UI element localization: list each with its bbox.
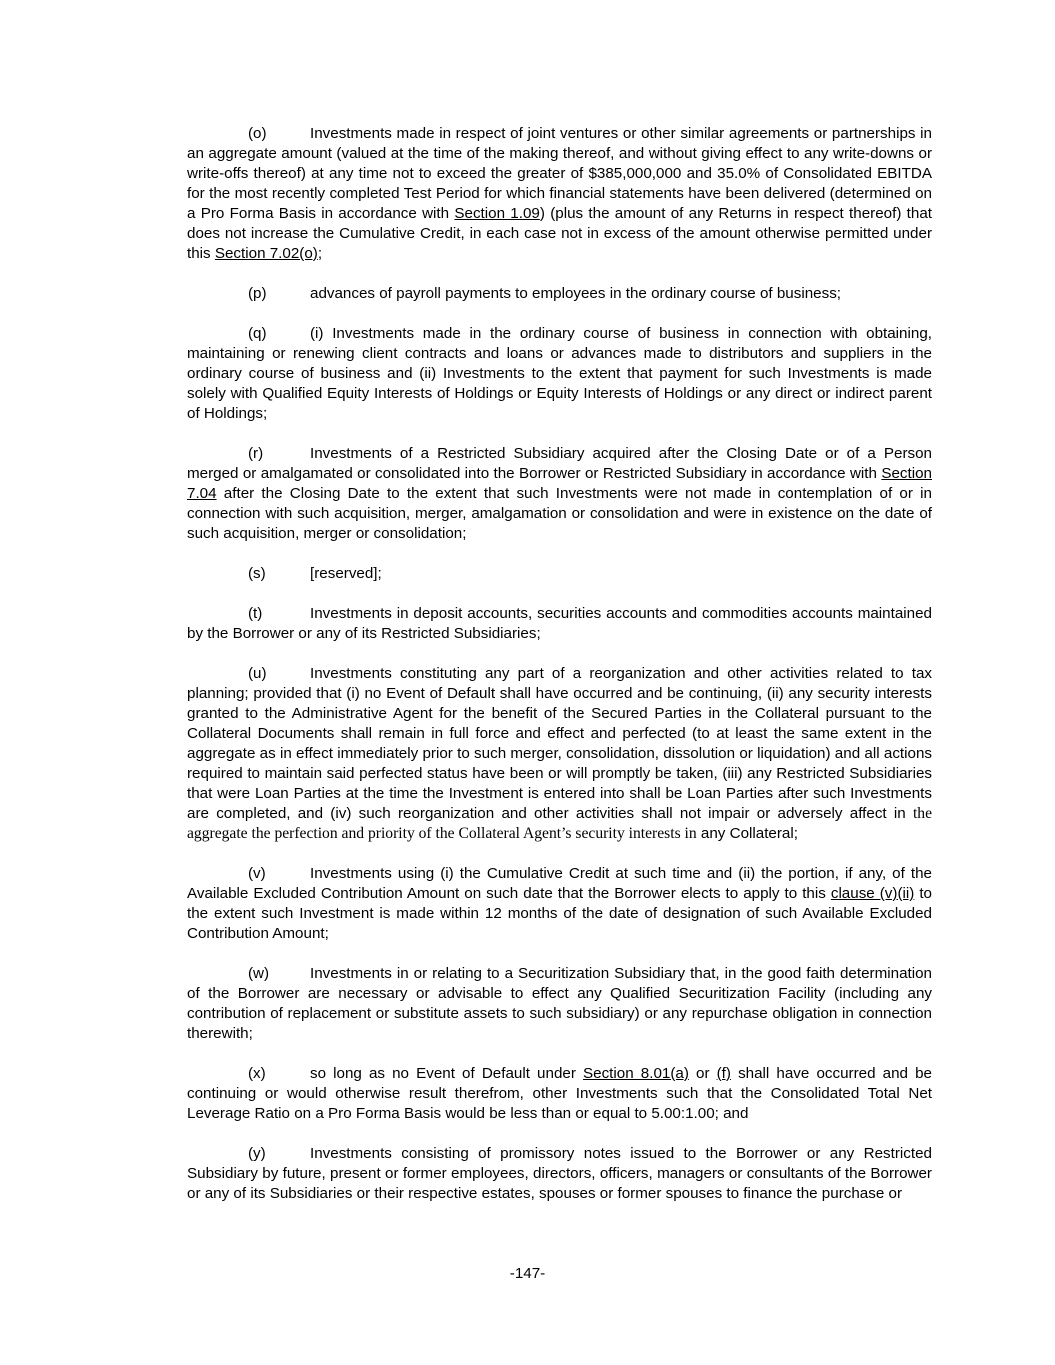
clause-s: (s) [reserved];: [248, 565, 382, 582]
clause-v: (v) Investments using (i) the Cumulative Credit at such time and (ii) the portion, if any, of the Available Excluded Contribution Amount on such date that the Borrower elects to apply to this clause (v)(ii) to the extent such Investment is made within 12 months of the date of designation of such Available Excluded Contribution Amount;: [187, 865, 932, 942]
document-page: [187, 124, 932, 1224]
clause-x: (x) so long as no Event of Default under Section 8.01(a) or (f) shall have occurred and be continuing or would otherwise result therefrom, other Investments such that the Consolidated Total Net Leverage Ratio on a Pro Forma Basis would be less than or equal to 5.00:1.00; and: [187, 1065, 932, 1122]
section-reference-link[interactable]: (f): [716, 1065, 731, 1082]
clause-q: (q) (i) Investments made in the ordinary course of business in connection with obtaining, maintaining or renewing client contracts and loans or advances made to distributors and suppliers in the ordinary course of business and (ii) Investments to the extent that payment for such Investments is made solely with Qualified Equity Interests of Holdings or Equity Interests of Holdings or any direct or indirect parent of Holdings;: [187, 325, 932, 422]
clause-label: (t): [248, 605, 263, 622]
clause-u: (u) Investments constituting any part of a reorganization and other activities related to tax planning; provided that (i) no Event of Default shall have occurred and be continuing, (ii) any security interests granted to the Administrative Agent for the benefit of the Secured Parties in the Collateral pursuant to the Collateral Documents shall remain in full force and effect and perfected (to at least the same extent in the aggregate as in effect immediately prior to such merger, consolidation, dissolution or liquidation) and all actions required to maintain said perfected status have been or will promptly be taken, (iii) any Restricted Subsidiaries that were Loan Parties at the time the Investment is entered into shall be Loan Parties after such Investments are completed, and (iv) such reorganization and other activities shall not impair or adversely affect in the aggregate the perfection and priority of the Collateral Agent’s security interests in any Collateral;: [187, 665, 932, 842]
section-reference-link[interactable]: Section 7.02(o): [214, 245, 318, 262]
clause-o: (o) Investments made in respect of joint ventures or other similar agreements or partnerships in an aggregate amount (valued at the time of the making thereof, and without giving effect to any write-downs or write-offs thereof) at any time not to exceed the greater of $385,000,000 and 35.0% of Consolidated EBITDA for the most recently completed Test Period for which financial statements have been delivered (determined on a Pro Forma Basis in accordance with Section 1.09) (plus the amount of any Returns in respect thereof) that does not increase the Cumulative Credit, in each case not in excess of the amount otherwise permitted under this Section 7.02(o);: [187, 125, 933, 262]
clause-y: (y) Investments consisting of promissory notes issued to the Borrower or any Restricted Subsidiary by future, present or former employees, directors, officers, managers or consultants of the Borrower or any of its Subsidiaries or their respective estates, spouses or former spouses to finance the purchase or: [187, 1145, 932, 1202]
clause-label: (x): [248, 1065, 266, 1082]
clause-t: (t) Investments in deposit accounts, securities accounts and commodities accounts maintained by the Borrower or any of its Restricted Subsidiaries;: [187, 605, 932, 642]
clause-label: (v): [248, 865, 266, 882]
clause-label: (p): [248, 285, 267, 302]
clause-label: (s): [248, 565, 266, 582]
clause-label: (u): [248, 665, 267, 682]
page-number: -147-: [509, 1265, 546, 1282]
clause-label: (y): [248, 1145, 266, 1162]
clause-label: (r): [248, 445, 264, 462]
section-reference-link[interactable]: Section 8.01(a): [583, 1065, 689, 1082]
clause-label: (q): [248, 325, 267, 342]
clause-w: (w) Investments in or relating to a Securitization Subsidiary that, in the good faith determination of the Borrower are necessary or advisable to effect any Qualified Securitization Facility (including any contribution of replacement or substitute assets to such subsidiary) or any repurchase obligation in connection therewith;: [187, 965, 932, 1042]
clause-label: (o): [248, 125, 267, 142]
clause-r: (r) Investments of a Restricted Subsidiary acquired after the Closing Date or of a Person merged or amalgamated or consolidated into the Borrower or Restricted Subsidiary in accordance with Section 7.04 after the Closing Date to the extent that such Investments were not made in contemplation of or in connection with such acquisition, merger, amalgamation or consolidation and were in existence on the date of such acquisition, merger or consolidation;: [187, 445, 932, 542]
section-reference-link[interactable]: Section 1.09: [454, 205, 540, 222]
clause-p: (p) advances of payroll payments to employees in the ordinary course of business;: [248, 285, 842, 302]
clause-label: (w): [248, 965, 270, 982]
section-reference-link[interactable]: Section 7.04: [187, 465, 932, 502]
clause-reference-link[interactable]: clause (v)(ii): [830, 885, 915, 902]
